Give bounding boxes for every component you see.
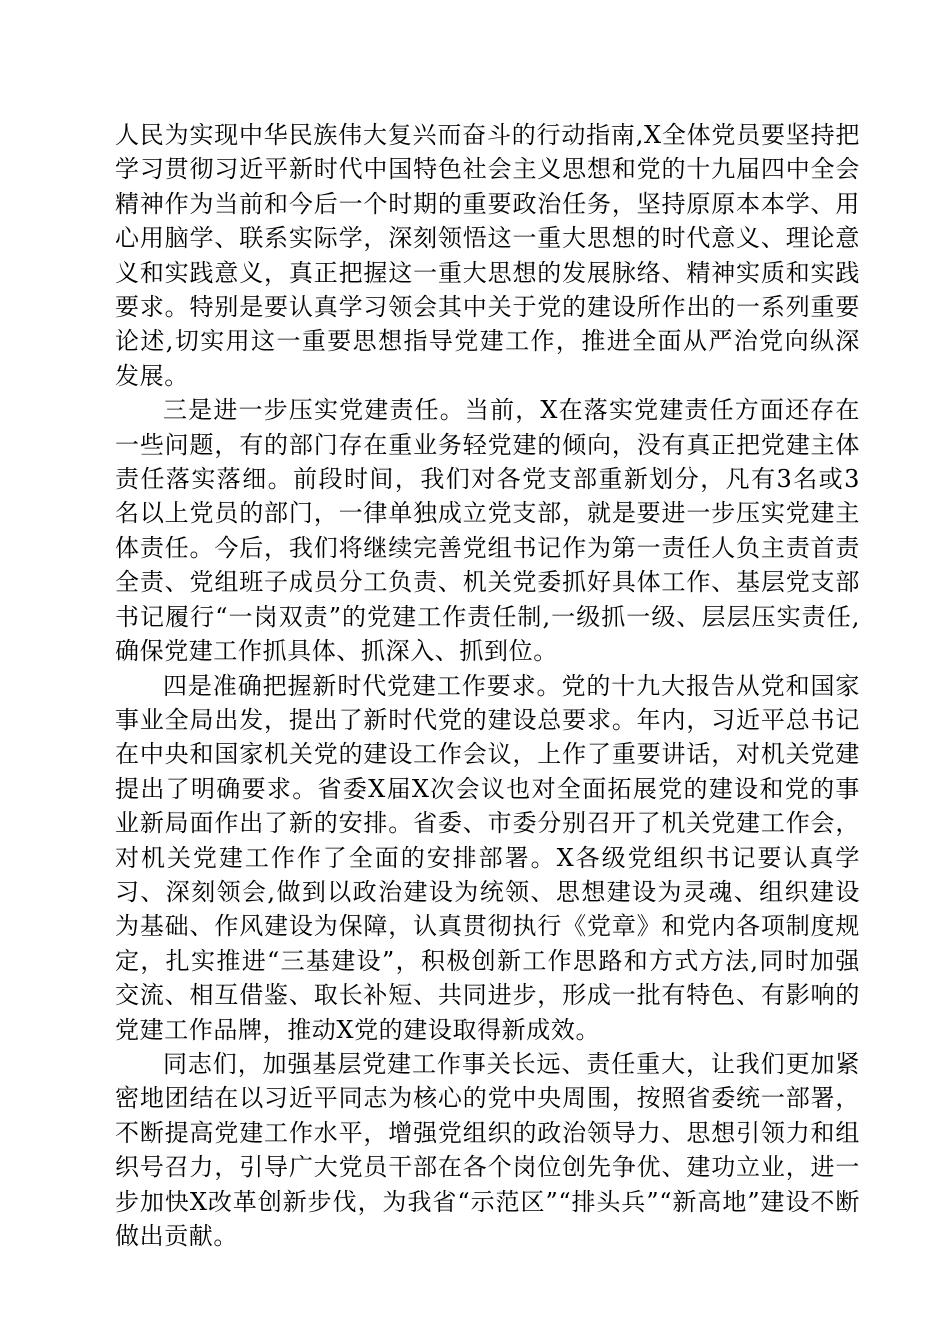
- paragraph-three: 三是进一步压实党建责任。当前，X在落实党建责任方面还存在一些问题，有的部门存在重业务轻党建的倾向，没有真正把党建主体责任落实落细。前段时间，我们对各党支部重新划分，凡有3名或3名以上党员的部门，一律单独成立党支部，就是要进一步压实党建主体责任。今后，我们将继续完善党组书记作为第一责任人负主责首责全责、党组班子成员分工负责、机关党委抓好具体工作、基层党支部书记履行“一岗双责”的党建工作责任制,一级抓一级、层层压实责任,确保党建工作抓具体、抓深入、抓到位。: [115, 396, 860, 666]
- paragraph-continued: 人民为实现中华民族伟大复兴而奋斗的行动指南,X全体党员要坚持把学习贯彻习近平新时代中国特色社会主义思想和党的十九届四中全会精神作为当前和今后一个时期的重要政治任务，坚持原原本本学、用心用脑学、联系实际学，深刻领悟这一重大思想的时代意义、理论意义和实践意义，真正把握这一重大思想的发展脉络、精神实质和实践要求。特别是要认真学习领会其中关于党的建设所作出的一系列重要论述,切实用这一重要思想指导党建工作，推进全面从严治党向纵深发展。: [115, 121, 860, 390]
- document-body: [115, 118, 860, 1253]
- paragraph-closing: 同志们，加强基层党建工作事关长远、责任重大，让我们更加紧密地团结在以习近平同志为核心的党中央周围，按照省委统一部署，不断提高党建工作水平，增强党组织的政治领导力、思想引领力和组织号召力，引导广大党员干部在各个岗位创先争优、建功立业，进一步加快X改革创新步伐，为我省“示范区”“排头兵”“新高地”建设不断做出贡献。: [115, 1049, 860, 1250]
- paragraph-four: 四是准确把握新时代党建工作要求。党的十九大报告从党和国家事业全局出发，提出了新时代党的建设总要求。年内，习近平总书记在中央和国家机关党的建设工作会议，上作了重要讲话，对机关党建提出了明确要求。省委X届X次会议也对全面拓展党的建设和党的事业新局面作出了新的安排。省委、市委分别召开了机关党建工作会，对机关党建工作作了全面的安排部署。X各级党组织书记要认真学习、深刻领会,做到以政治建设为统领、思想建设为灵魂、组织建设为基础、作风建设为保障，认真贯彻执行《党章》和党内各项制度规定，扎实推进“三基建设”，积极创新工作思路和方式方法,同时加强交流、相互借鉴、取长补短、共同进步，形成一批有特色、有影响的党建工作品牌，推动X党的建设取得新成效。: [115, 671, 860, 1044]
